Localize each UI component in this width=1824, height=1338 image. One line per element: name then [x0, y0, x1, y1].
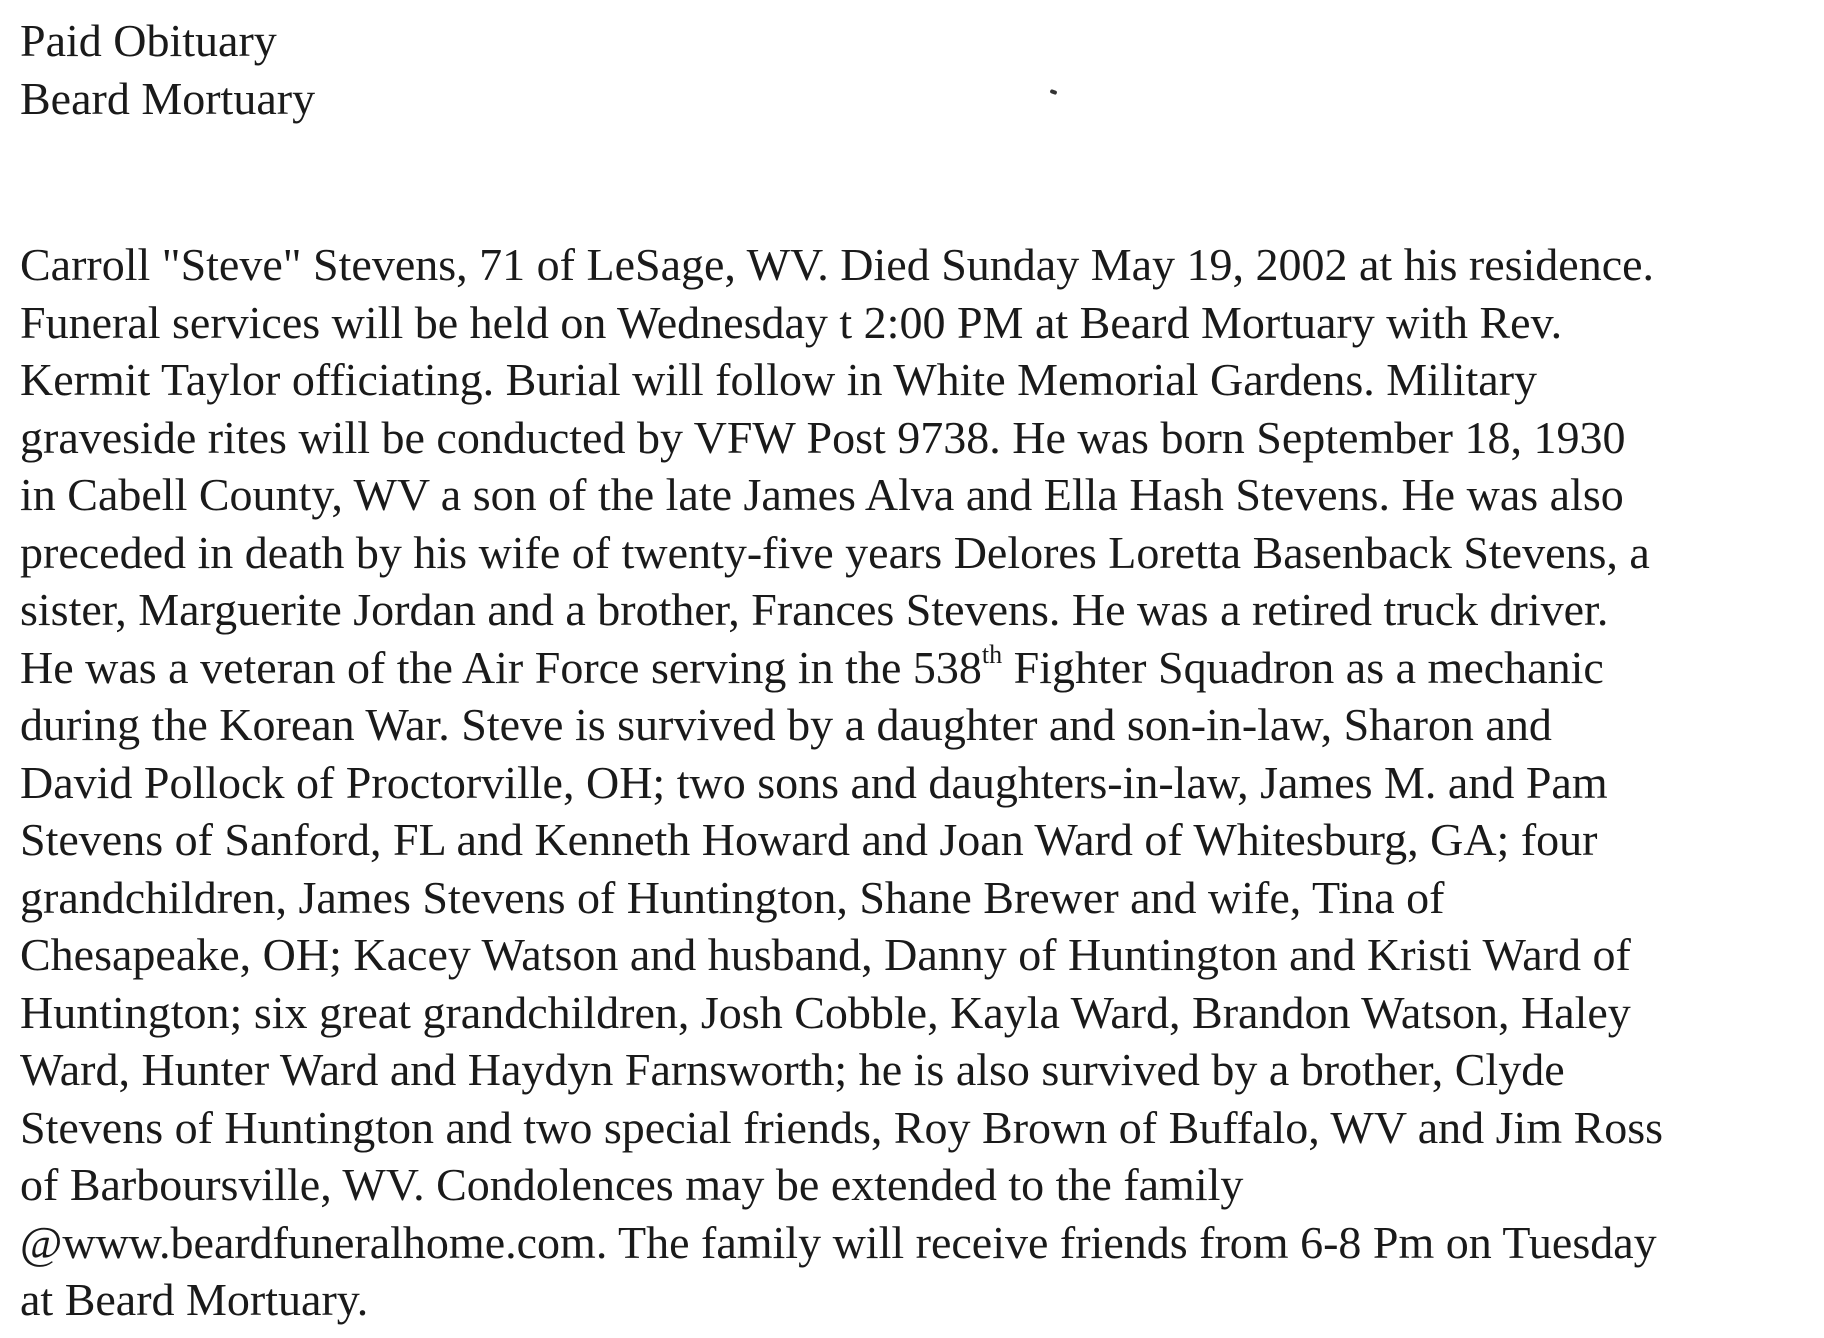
text-line: Stevens of Huntington and two special friends, Roy Brown of Buffalo, WV and Jim Ross	[20, 1101, 1664, 1153]
text-line: Ward, Hunter Ward and Haydyn Farnsworth; he is also survived by a brother, Clyde	[20, 1044, 1565, 1095]
text-line: David Pollock of Proctorville, OH; two sons and daughters-in-law, James M. and Pam	[20, 756, 1608, 808]
text-line: graveside rites will be conducted by VFW Post 9738. He was born September 18, 1930	[20, 411, 1626, 463]
text-line: grandchildren, James Stevens of Huntington, Shane Brewer and wife, Tina of	[20, 871, 1445, 923]
text-line: Kermit Taylor officiating. Burial will follow in White Memorial Gardens. Military	[20, 354, 1538, 405]
text-line: Carroll "Steve" Stevens, 71 of LeSage, WV. Died Sunday May 19, 2002 at his residence.	[20, 239, 1655, 290]
text-line: preceded in death by his wife of twenty-five years Delores Loretta Basenback Stevens, a	[20, 526, 1650, 578]
mortuary-name: Beard Mortuary	[20, 73, 316, 124]
text-line: in Cabell County, WV a son of the late James Alva and Ella Hash Stevens. He was also	[20, 469, 1624, 520]
text-line: sister, Marguerite Jordan and a brother, Frances Stevens. He was a retired truck driver.	[20, 584, 1609, 635]
ordinal-suffix: th	[981, 639, 1003, 669]
text-line: Stevens of Sanford, FL and Kenneth Howard and Joan Ward of Whitesburg, GA; four	[20, 814, 1598, 865]
obituary-text	[20, 236, 1820, 1329]
obituary-header	[20, 12, 315, 128]
notice-type: Paid Obituary	[20, 15, 277, 66]
veteran-text-after: Fighter Squadron as a mechanic	[1002, 641, 1604, 693]
text-line-website: @www.beardfuneralhome.com. The family will receive friends from 6-8 Pm on Tuesday	[20, 1216, 1657, 1268]
text-line: at Beard Mortuary.	[20, 1274, 369, 1325]
text-line: Chesapeake, OH; Kacey Watson and husband, Danny of Huntington and Kristi Ward of	[20, 929, 1631, 980]
text-line: Huntington; six great grandchildren, Josh Cobble, Kayla Ward, Brandon Watson, Haley	[20, 986, 1631, 1038]
text-line-veteran	[20, 639, 1820, 697]
text-line: Funeral services will be held on Wednesday t 2:00 PM at Beard Mortuary with Rev.	[20, 296, 1563, 348]
veteran-text-before: He was a veteran of the Air Force serving in the 538	[20, 641, 982, 693]
text-line: during the Korean War. Steve is survived by a daughter and son-in-law, Sharon and	[20, 699, 1552, 750]
text-line: of Barboursville, WV. Condolences may be extended to the family	[20, 1159, 1244, 1210]
scan-speck	[1050, 89, 1058, 95]
